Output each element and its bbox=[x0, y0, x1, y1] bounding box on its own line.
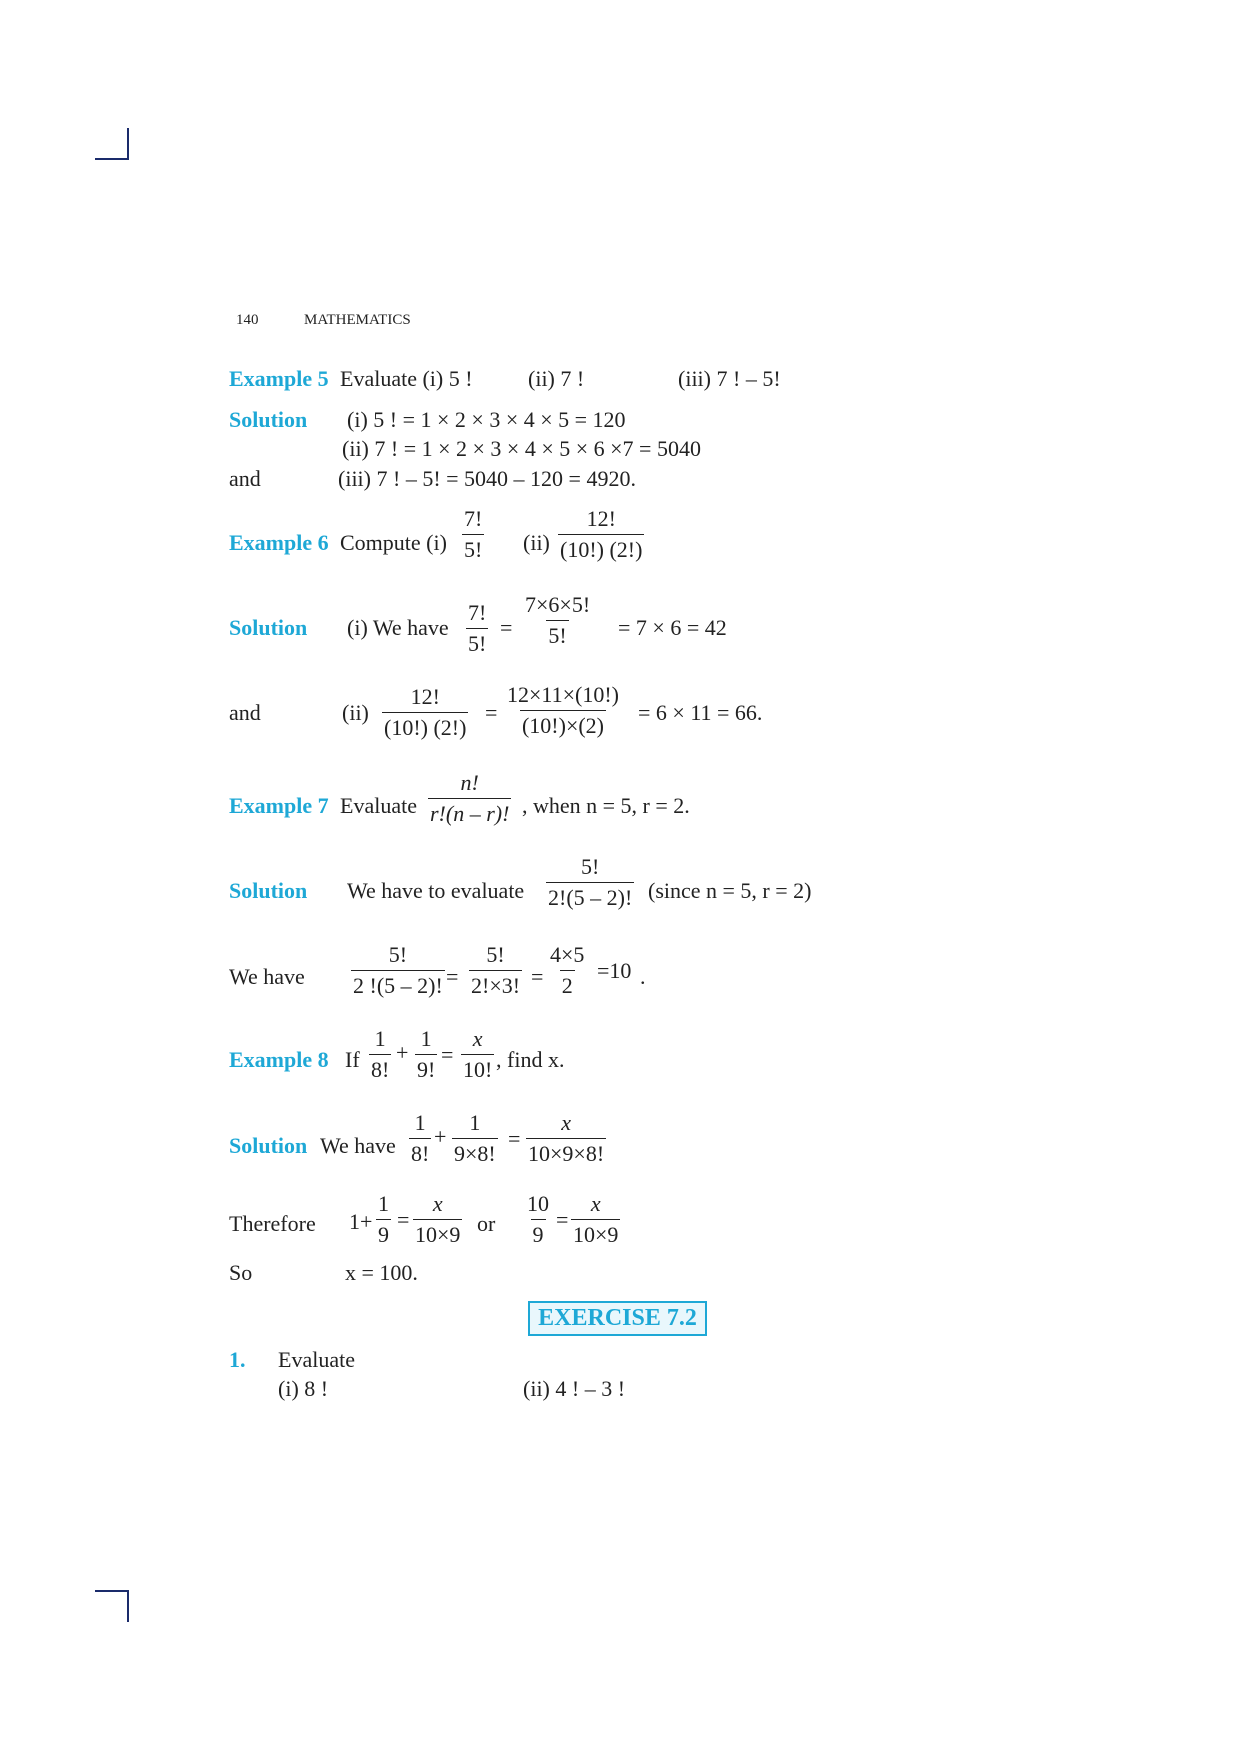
solution-7-label: Solution bbox=[229, 878, 308, 903]
example-7-label: Example 7 bbox=[229, 793, 329, 818]
fraction-numerator: 1 bbox=[420, 1026, 432, 1051]
solution-6-result-i: = 7 × 6 = 42 bbox=[618, 615, 727, 640]
fraction-numerator: 12! bbox=[410, 684, 440, 709]
fraction-denominator: 5! bbox=[462, 534, 484, 561]
fraction-numerator: 5! bbox=[388, 942, 408, 967]
example-7-fraction bbox=[428, 772, 511, 825]
therefore-fraction-d bbox=[571, 1193, 620, 1246]
fraction-numerator: 7×6×5! bbox=[525, 592, 591, 617]
solution-7-fraction bbox=[546, 856, 634, 909]
fraction-denominator: (10!) (2!) bbox=[558, 534, 644, 561]
fraction-denominator: 2!×3! bbox=[469, 970, 522, 997]
fraction-numerator: 12×11×(10!) bbox=[507, 682, 619, 707]
page-number: 140 bbox=[236, 312, 259, 328]
equals-sign: = bbox=[531, 964, 544, 989]
equals-sign: = bbox=[500, 615, 513, 640]
question-1-part-ii: (ii) 4 ! – 3 ! bbox=[523, 1376, 626, 1401]
fraction-numerator: n! bbox=[460, 770, 479, 795]
fraction-denominator: 8! bbox=[409, 1138, 431, 1165]
therefore-fraction-b bbox=[413, 1193, 462, 1246]
or-word: or bbox=[477, 1211, 496, 1236]
solution-8-fraction-a bbox=[409, 1112, 431, 1165]
fraction-numerator: 5! bbox=[486, 942, 505, 967]
fraction-denominator: 5! bbox=[546, 620, 568, 647]
fraction-numerator: 7! bbox=[468, 600, 487, 625]
example-5-part-ii: (ii) 7 ! bbox=[528, 366, 585, 391]
solution-7-result: =10 bbox=[597, 958, 632, 983]
fraction-denominator: 9! bbox=[415, 1054, 437, 1081]
example-7-condition: , when n = 5, r = 2. bbox=[522, 793, 690, 818]
question-1-part-i: (i) 8 ! bbox=[278, 1376, 329, 1401]
fraction-denominator: 10! bbox=[461, 1054, 494, 1081]
fraction-numerator: 1 bbox=[378, 1191, 389, 1216]
solution-7-fraction-b bbox=[469, 944, 522, 997]
example-6-fraction-i bbox=[462, 508, 484, 561]
solution-7-fraction-a bbox=[351, 944, 445, 997]
fraction-numerator: 4×5 bbox=[550, 942, 585, 967]
solution-5-and: and bbox=[229, 466, 261, 491]
example-8-label: Example 8 bbox=[229, 1047, 329, 1072]
fraction-numerator: 7! bbox=[464, 506, 483, 531]
fraction-denominator: (10!)×(2) bbox=[520, 710, 606, 737]
solution-5-line-3: (iii) 7 ! – 5! = 5040 – 120 = 4920. bbox=[338, 466, 636, 491]
question-1-number: 1. bbox=[229, 1347, 246, 1372]
solution-7-since: (since n = 5, r = 2) bbox=[648, 878, 812, 903]
example-8-if: If bbox=[345, 1047, 360, 1072]
therefore-fraction-c bbox=[525, 1193, 551, 1246]
solution-6-result-ii: = 6 × 11 = 66. bbox=[638, 700, 763, 725]
solution-8-statement: We have bbox=[320, 1133, 396, 1158]
plus-sign: + bbox=[434, 1124, 447, 1149]
solution-7-fraction-c bbox=[548, 944, 586, 997]
equals-sign: = bbox=[446, 964, 459, 989]
fraction-denominator: 9×8! bbox=[452, 1138, 498, 1165]
fraction-denominator: r!(n – r)! bbox=[428, 798, 511, 825]
solution-6-part-i: (i) We have bbox=[347, 615, 449, 640]
fraction-numerator: 1 bbox=[469, 1110, 481, 1135]
crop-mark-bottom-horizontal bbox=[95, 1590, 129, 1592]
fraction-numerator: x bbox=[472, 1026, 483, 1051]
example-5-part-iii: (iii) 7 ! – 5! bbox=[678, 366, 781, 391]
solution-6-fraction-b bbox=[523, 594, 592, 647]
crop-mark-top-vertical bbox=[127, 128, 129, 160]
plus-sign: + bbox=[396, 1040, 409, 1065]
solution-6-part-ii: (ii) bbox=[342, 700, 369, 725]
fraction-numerator: x bbox=[590, 1191, 601, 1216]
crop-mark-top-horizontal bbox=[95, 158, 129, 160]
example-8-find: , find x. bbox=[496, 1047, 565, 1072]
fraction-numerator: 1 bbox=[414, 1110, 426, 1135]
example-6-label: Example 6 bbox=[229, 530, 329, 555]
example-5-statement: Evaluate (i) 5 ! bbox=[340, 366, 473, 391]
fraction-numerator: 5! bbox=[580, 854, 600, 879]
fraction-denominator: 9 bbox=[376, 1219, 391, 1246]
fraction-denominator: 5! bbox=[466, 628, 488, 655]
fraction-denominator: 8! bbox=[369, 1054, 391, 1081]
fraction-numerator: x bbox=[561, 1110, 571, 1135]
fraction-denominator: 2!(5 – 2)! bbox=[546, 882, 634, 909]
solution-6-fraction-a bbox=[466, 602, 488, 655]
one-plus: 1+ bbox=[349, 1209, 373, 1234]
example-6-part-ii: (ii) bbox=[523, 530, 550, 555]
crop-mark-bottom-vertical bbox=[127, 1590, 129, 1622]
solution-7-statement: We have to evaluate bbox=[347, 878, 525, 903]
fraction-numerator: 1 bbox=[374, 1026, 386, 1051]
final-answer: x = 100. bbox=[345, 1260, 418, 1285]
running-header: MATHEMATICS bbox=[304, 312, 411, 328]
fraction-denominator: 10×9 bbox=[413, 1219, 462, 1246]
fraction-denominator: 10×9 bbox=[571, 1219, 620, 1246]
example-6-fraction-ii bbox=[558, 508, 644, 561]
therefore-label: Therefore bbox=[229, 1211, 316, 1236]
fraction-denominator: 2 bbox=[560, 970, 575, 997]
example-8-fraction-b bbox=[415, 1028, 437, 1081]
question-1-text: Evaluate bbox=[278, 1347, 355, 1372]
equals-sign: = bbox=[485, 700, 498, 725]
fraction-numerator: 12! bbox=[586, 506, 616, 531]
therefore-fraction-a bbox=[376, 1193, 391, 1246]
equals-sign: = bbox=[556, 1207, 569, 1232]
example-6-statement: Compute (i) bbox=[340, 530, 447, 555]
solution-5-line-1: (i) 5 ! = 1 × 2 × 3 × 4 × 5 = 120 bbox=[347, 407, 626, 432]
equals-sign: = bbox=[441, 1042, 454, 1067]
solution-6-fraction-c bbox=[382, 686, 468, 739]
so-label: So bbox=[229, 1260, 253, 1285]
example-8-fraction-a bbox=[369, 1028, 391, 1081]
solution-8-label: Solution bbox=[229, 1133, 308, 1158]
example-8-fraction-c bbox=[461, 1028, 494, 1081]
fraction-denominator: 10×9×8! bbox=[526, 1138, 606, 1165]
solution-7-we-have: We have bbox=[229, 964, 305, 989]
fraction-denominator: 9 bbox=[531, 1219, 546, 1246]
solution-6-fraction-d bbox=[505, 684, 621, 737]
example-7-statement: Evaluate bbox=[340, 793, 417, 818]
equals-sign: = bbox=[397, 1207, 410, 1232]
solution-6-label: Solution bbox=[229, 615, 308, 640]
fraction-denominator: 2 !(5 – 2)! bbox=[351, 970, 445, 997]
exercise-heading: EXERCISE 7.2 bbox=[528, 1301, 707, 1336]
solution-7-period: . bbox=[640, 964, 646, 989]
solution-5-line-2: (ii) 7 ! = 1 × 2 × 3 × 4 × 5 × 6 ×7 = 5040 bbox=[342, 436, 701, 461]
fraction-numerator: x bbox=[432, 1191, 443, 1216]
solution-6-and: and bbox=[229, 700, 261, 725]
solution-8-fraction-b bbox=[452, 1112, 498, 1165]
equals-sign: = bbox=[508, 1126, 521, 1151]
solution-5-label: Solution bbox=[229, 407, 308, 432]
example-5-label: Example 5 bbox=[229, 366, 329, 391]
solution-8-fraction-c bbox=[526, 1112, 606, 1165]
fraction-numerator: 10 bbox=[527, 1191, 549, 1216]
fraction-denominator: (10!) (2!) bbox=[382, 712, 468, 739]
